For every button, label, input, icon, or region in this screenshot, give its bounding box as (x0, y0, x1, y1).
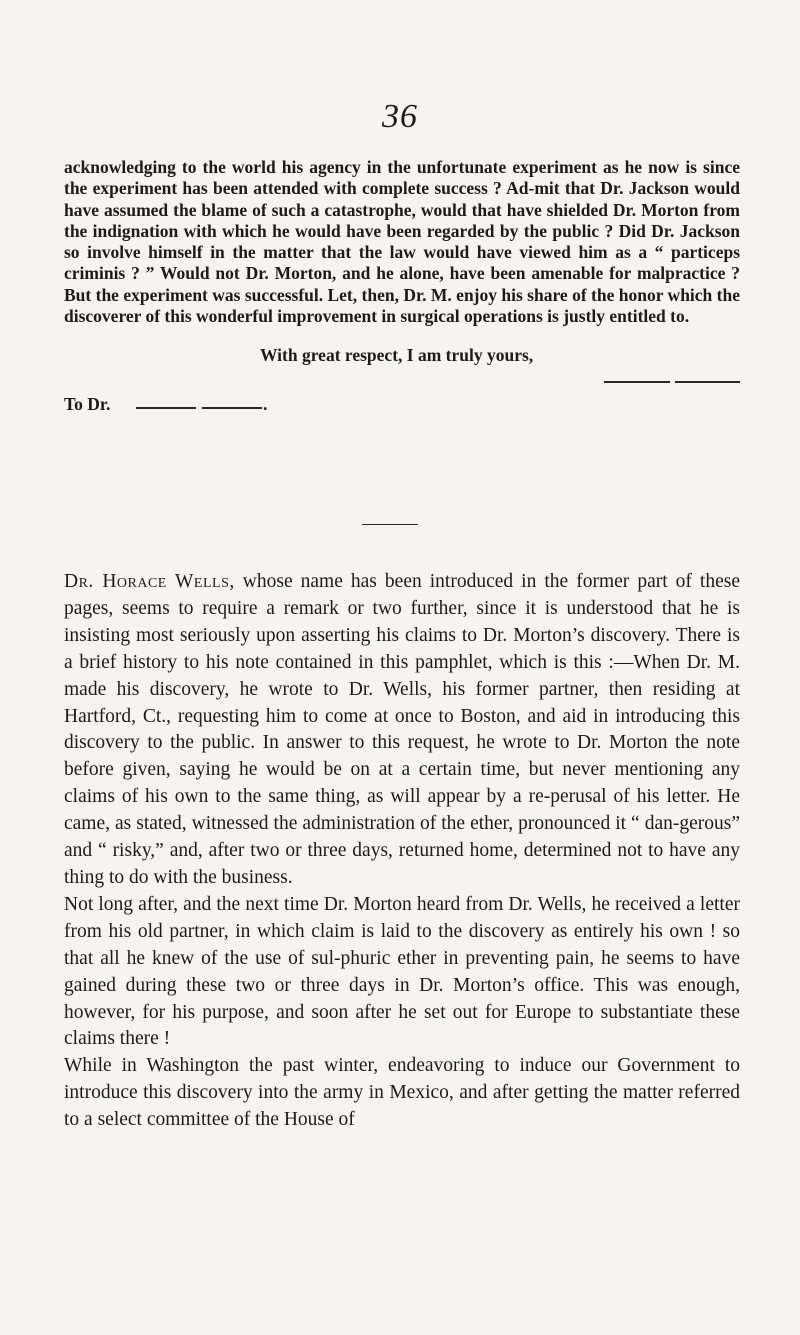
signature-blank-line (604, 381, 740, 383)
main-text (64, 569, 740, 1134)
paragraph-2: Not long after, and the next time Dr. Morton heard from Dr. Wells, he received a letter from his old partner, in which claim is laid to the discovery as entirely his own ! so that all he knew of the use of sul-phuric ether in preventing pain, he seems to have gained during these two or three days in Dr. Morton’s office. This was enough, however, for his purpose, and soon after he set out for Europe to substantiate these claims there ! (64, 893, 740, 1050)
letter-addressee: To Dr. (64, 394, 111, 414)
paragraph-1 (64, 569, 740, 892)
addressee-blank-line (136, 407, 196, 409)
lead-name: Dr. Horace Wells, (64, 571, 235, 592)
page-number: 36 (382, 98, 418, 135)
letter-body: acknowledging to the world his agency in the unfortunate experiment as he now is since the experiment has been attended with complete success ? Ad-mit that Dr. Jackson would have assumed the blame of such a catastrophe, would that have shielded Dr. Morton from the indignation with which he would have been regarded by the public ? Did Dr. Jackson so involve himself in the matter that the law would have viewed him as a “ particeps criminis ? ” Would not Dr. Morton, and he alone, have been amenable for malpractice ? But the experiment was successful. Let, then, Dr. M. enjoy his share of the honor which the discoverer of this wonderful improvement in surgical operations is justly entitled to. (64, 157, 740, 327)
paragraph-1-text: whose name has been introduced in the former part of these pages, seems to require a remark or two further, since it is understood that he is insisting most seriously upon asserting his claims to Dr. Morton’s discovery. There is a brief history to his note contained in this pamphlet, which is this :—When Dr. M. made his discovery, he wrote to Dr. Wells, his former partner, then residing at Hartford, Ct., requesting him to come at once to Boston, and aid in introducing this discovery to the public. In answer to this request, he wrote to Dr. Morton the note before given, saying he would be on at a certain time, but never mentioning any claims of his own to the same thing, as will appear by a re-perusal of his letter. He came, as stated, witnessed the administration of the ether, pronounced it “ dan-gerous” and “ risky,” and, after two or three days, returned home, determined not to have any thing to do with the business. (64, 571, 741, 888)
section-divider (362, 524, 418, 525)
paragraph-3: While in Washington the past winter, endeavoring to induce our Government to introduce this discovery into the army in Mexico, and after getting the matter referred to a select committee of the House of (64, 1055, 740, 1131)
letter-closing: With great respect, I am truly yours, (260, 345, 534, 365)
addressee-blank-line (202, 407, 262, 409)
addressee-period: . (263, 394, 268, 414)
